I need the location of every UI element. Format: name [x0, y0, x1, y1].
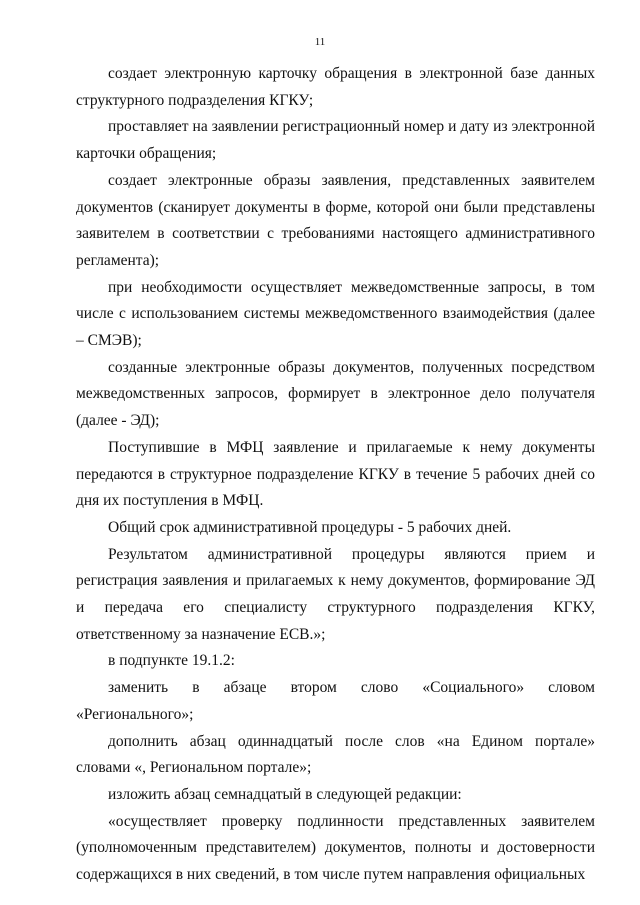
- paragraph-electronic-case: созданные электронные образы документов, полученных посредством межведомственных запросов, формирует в электронное дело получателя (далее - ЭД);: [76, 358, 595, 430]
- paragraph-subclause-19-1-2: в подпункте 19.1.2:: [108, 652, 235, 670]
- paragraph-electronic-images: создает электронные образы заявления, представленных заявителем документов (сканирует документы в форме, которой они были представлены заявителем в соответствии с требованиями настоящего административного регламента);: [76, 171, 595, 269]
- paragraph-new-wording: изложить абзац семнадцатый в следующей редакции:: [108, 785, 462, 803]
- paragraph-procedure-result: Результатом административной процедуры являются прием и регистрация заявления и прилагаемых к нему документов, формирование ЭД и передача его специалисту структурного подразделения КГКУ, ответственному за назначение ЕСВ.»;: [76, 545, 595, 643]
- paragraph-procedure-term: Общий срок административной процедуры - 5 рабочих дней.: [108, 518, 512, 536]
- paragraph-create-card: создает электронную карточку обращения в электронной базе данных структурного подразделения КГКУ;: [76, 65, 595, 109]
- page-number: 11: [314, 36, 326, 48]
- paragraph-add-words: дополнить абзац одиннадцатый после слов «на Едином портале» словами «, Региональном портале»;: [76, 732, 595, 777]
- paragraph-registration-number: проставляет на заявлении регистрационный номер и дату из электронной карточки обращения;: [76, 118, 595, 163]
- paragraph-verification: «осуществляет проверку подлинности представленных заявителем (уполномоченным представителем) документов, полноты и достоверности содержащихся в них сведений, в том числе путем направления официальных: [76, 812, 595, 884]
- document-body: [76, 61, 595, 889]
- paragraph-mfc-transfer: Поступившие в МФЦ заявление и прилагаемые к нему документы передаются в структурное подразделение КГКУ в течение 5 рабочих дней со дня их поступления в МФЦ.: [76, 438, 595, 510]
- paragraph-replace-word: заменить в абзаце втором слово «Социального» словом «Регионального»;: [76, 679, 595, 723]
- paragraph-interagency-requests: при необходимости осуществляет межведомственные запросы, в том числе с использованием системы межведомственного взаимодействия (далее – СМЭВ);: [76, 278, 595, 350]
